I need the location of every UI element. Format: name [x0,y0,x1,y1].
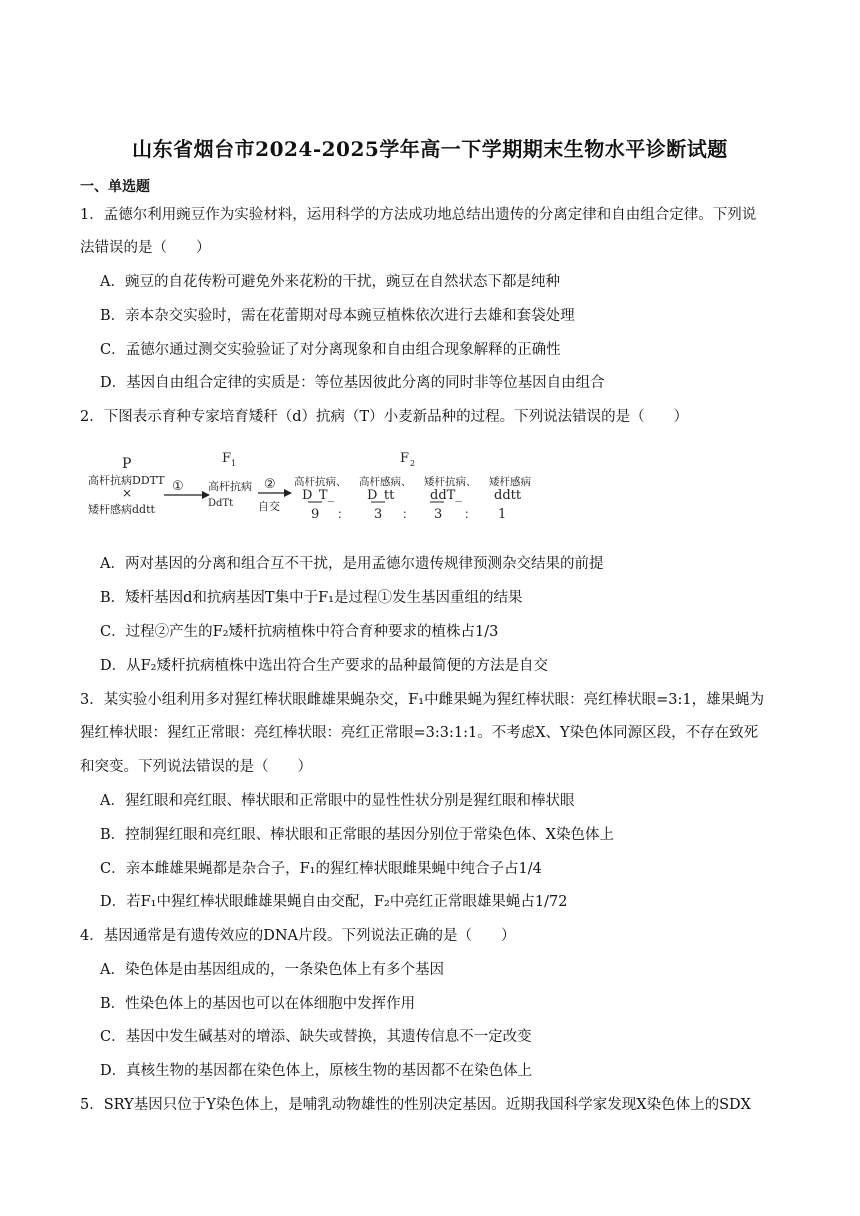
f2-ratio-4: 1 [498,507,507,522]
cross-symbol: × [122,486,133,500]
f2-genotype-2: D_tt [367,488,395,503]
f2-phenotype-3: 矮杆抗病、 [424,476,477,488]
f2-phenotype-4: 矮杆感病 [489,476,531,488]
question-2-option-a: A．两对基因的分离和组合互不干扰，是用孟德尔遗传规律预测杂交结果的前提 [100,556,604,572]
f1-label: F [222,452,232,466]
question-2-stem: 2．下图表示育种专家培育矮秆（d）抗病（T）小麦新品种的过程。下列说法错误的是（ ） [80,409,689,425]
question-3-stem-cont-1: 猩红棒状眼：猩红正常眼：亮红棒状眼：亮红正常眼=3:3:1:1。不考虑X、Y染色体同源区段，不存在致死 [80,725,759,741]
f2-genotype-1: D_T_ [302,488,335,503]
question-3-option-c: C．亲本雌雄果蝇都是杂合子，F₁的猩红棒状眼雌果蝇中纯合子占1/4 [100,861,542,877]
p-generation-label: P [122,456,132,472]
f2-subscript: 2 [410,459,416,468]
question-4-option-b: B．性染色体上的基因也可以在体细胞中发挥作用 [100,996,416,1012]
f1-phenotype: 高杆抗病 [208,480,252,493]
step-2-label: ② [264,477,276,492]
f2-ratio-1: 9 [311,507,320,522]
selfing-label: 自交 [258,500,280,513]
question-2-option-b: B．矮杆基因d和抗病基因T集中于F₁是过程①发生基因重组的结果 [100,590,523,606]
section-heading: 一、单选题 [80,179,150,195]
f2-ratio-3: 3 [434,507,443,522]
ratio-separator-2: ： [402,507,415,521]
f2-genotype-3: ddT_ [430,488,462,503]
question-3-stem-cont-2: 和突变。下列说法错误的是（ ） [80,759,312,775]
question-4-option-a: A．染色体是由基因组成的，一条染色体上有多个基因 [100,962,444,978]
f2-ratio-2: 3 [374,507,383,522]
ratio-separator-1: ： [337,507,350,521]
f2-phenotype-2: 高杆感病、 [359,476,412,488]
question-3-option-d: D．若F₁中猩红棒状眼雌雄果蝇自由交配，F₂中亮红正常眼雄果蝇占1/72 [100,894,568,910]
f1-genotype: DdTt [208,498,234,509]
question-3-option-a: A．猩红眼和亮红眼、棒状眼和正常眼中的显性性状分别是猩红眼和棒状眼 [100,793,575,809]
p-parent-2: 矮杆感病ddtt [88,503,155,516]
p-parent-1: 高杆抗病DDTT [88,474,165,487]
question-2-option-c: C．过程②产生的F₂矮杆抗病植株中符合育种要求的植株占1/3 [100,624,499,640]
question-5-stem: 5．SRY基因只位于Y染色体上，是哺乳动物雄性的性别决定基因。近期我国科学家发现X染色体上的SDX [80,1097,751,1113]
breeding-diagram [84,452,554,530]
question-2-option-d: D．从F₂矮杆抗病植株中选出符合生产要求的品种最简便的方法是自交 [100,658,548,674]
step-1-label: ① [172,479,184,494]
question-3-stem: 3．某实验小组利用多对猩红棒状眼雌雄果蝇杂交，F₁中雌果蝇为猩红棒状眼：亮红棒状眼=3:1，雄果蝇为 [80,692,765,708]
f2-phenotype-1: 高杆抗病、 [294,476,347,488]
page-title: 山东省烟台市2024-2025学年高一下学期期末生物水平诊断试题 [132,137,728,161]
question-4-option-c: C．基因中发生碱基对的增添、缺失或替换，其遗传信息不一定改变 [100,1029,532,1045]
question-1-option-d: D．基因自由组合定律的实质是：等位基因彼此分离的同时非等位基因自由组合 [100,375,605,391]
arrow-2-head [284,489,292,497]
question-1-option-a: A．豌豆的自花传粉可避免外来花粉的干扰，豌豆在自然状态下都是纯种 [100,274,560,290]
question-1-option-c: C．孟德尔通过测交实验验证了对分离现象和自由组合现象解释的正确性 [100,342,561,358]
question-4-stem: 4．基因通常是有遗传效应的DNA片段。下列说法正确的是（ ） [80,928,516,944]
question-1-stem: 1．孟德尔利用豌豆作为实验材料，运用科学的方法成功地总结出遗传的分离定律和自由组合定律。下列说 [80,207,757,223]
question-4-option-d: D．真核生物的基因都在染色体上，原核生物的基因都不在染色体上 [100,1063,533,1079]
question-1-option-b: B．亲本杂交实验时，需在花蕾期对母本豌豆植株依次进行去雄和套袋处理 [100,308,575,324]
f2-label: F [400,452,410,466]
question-3-option-b: B．控制猩红眼和亮红眼、棒状眼和正常眼的基因分别位于常染色体、X染色体上 [100,827,614,843]
ratio-separator-3: ： [464,507,477,521]
f1-subscript: 1 [231,459,237,468]
f2-genotype-4: ddtt [494,488,522,503]
question-1-stem-cont: 法错误的是（ ） [80,240,211,256]
